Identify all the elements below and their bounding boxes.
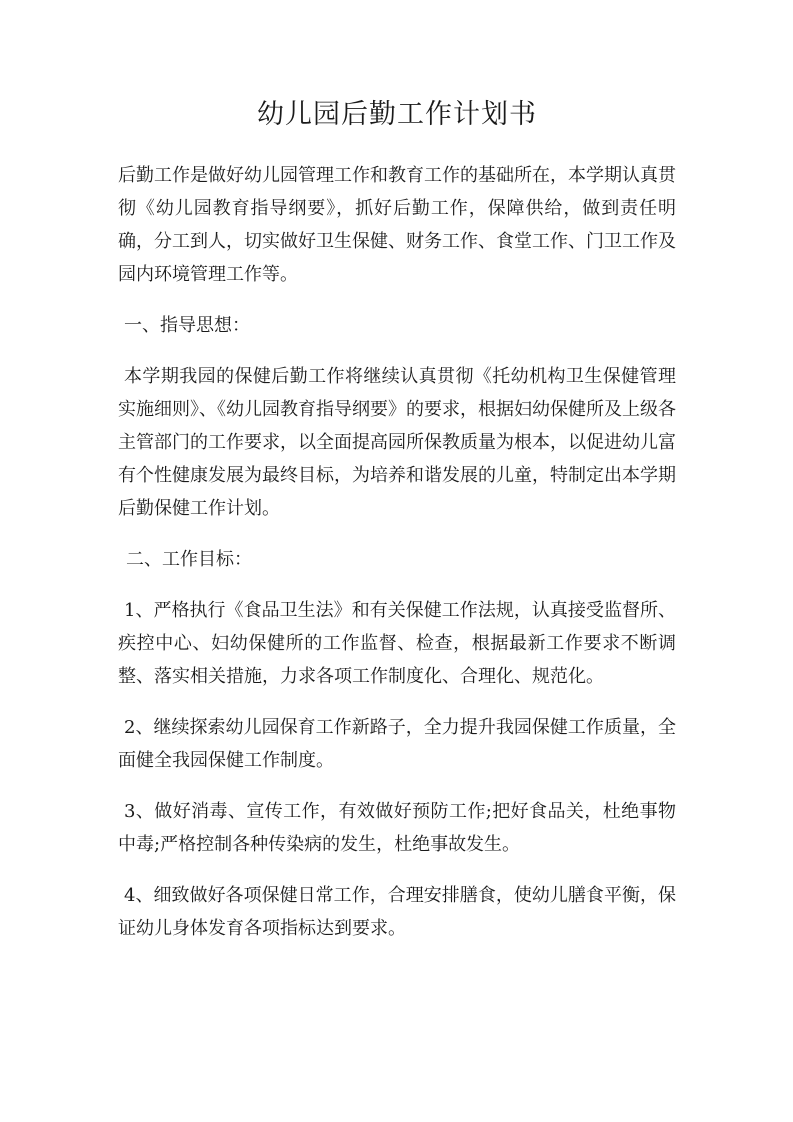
- work-goal-item-1: 1、严格执行《食品卫生法》和有关保健工作法规，认真接受监督所、疾控中心、妇幼保健所的工作监督、检查，根据最新工作要求不断调整、落实相关措施，力求各项工作制度化、合理化、规范化。: [118, 600, 676, 687]
- work-goal-item-3: 3、做好消毒、宣传工作，有效做好预防工作;把好食品关，杜绝事物中毒;严格控制各种传染病的发生，杜绝事故发生。: [118, 801, 676, 855]
- work-goal-item-4: 4、细致做好各项保健日常工作，合理安排膳食，使幼儿膳食平衡，保证幼儿身体发育各项指标达到要求。: [118, 885, 676, 939]
- guiding-ideology-paragraph: 本学期我园的保健后勤工作将继续认真贯彻《托幼机构卫生保健管理实施细则》、《幼儿园教育指导纲要》的要求，根据妇幼保健所及上级各主管部门的工作要求，以全面提高园所保教质量为根本，以促进幼儿富有个性健康发展为最终目标，为培养和谐发展的儿童，特制定出本学期后勤保健工作计划。: [118, 366, 676, 519]
- work-goal-item-2: 2、继续探索幼儿园保育工作新路子，全力提升我园保健工作质量，全面健全我园保健工作制度。: [118, 717, 676, 771]
- intro-paragraph: 后勤工作是做好幼儿园管理工作和教育工作的基础所在，本学期认真贯彻《幼儿园教育指导纲要》，抓好后勤工作，保障供给，做到责任明确，分工到人，切实做好卫生保健、财务工作、食堂工作、门卫工作及园内环境管理工作等。: [118, 165, 676, 285]
- document-title: 幼儿园后勤工作计划书: [257, 99, 537, 130]
- section-heading-guiding-ideology: 一、指导思想：: [124, 315, 250, 336]
- document-page: [118, 95, 676, 963]
- section-heading-work-goals: 二、工作目标：: [126, 549, 252, 570]
